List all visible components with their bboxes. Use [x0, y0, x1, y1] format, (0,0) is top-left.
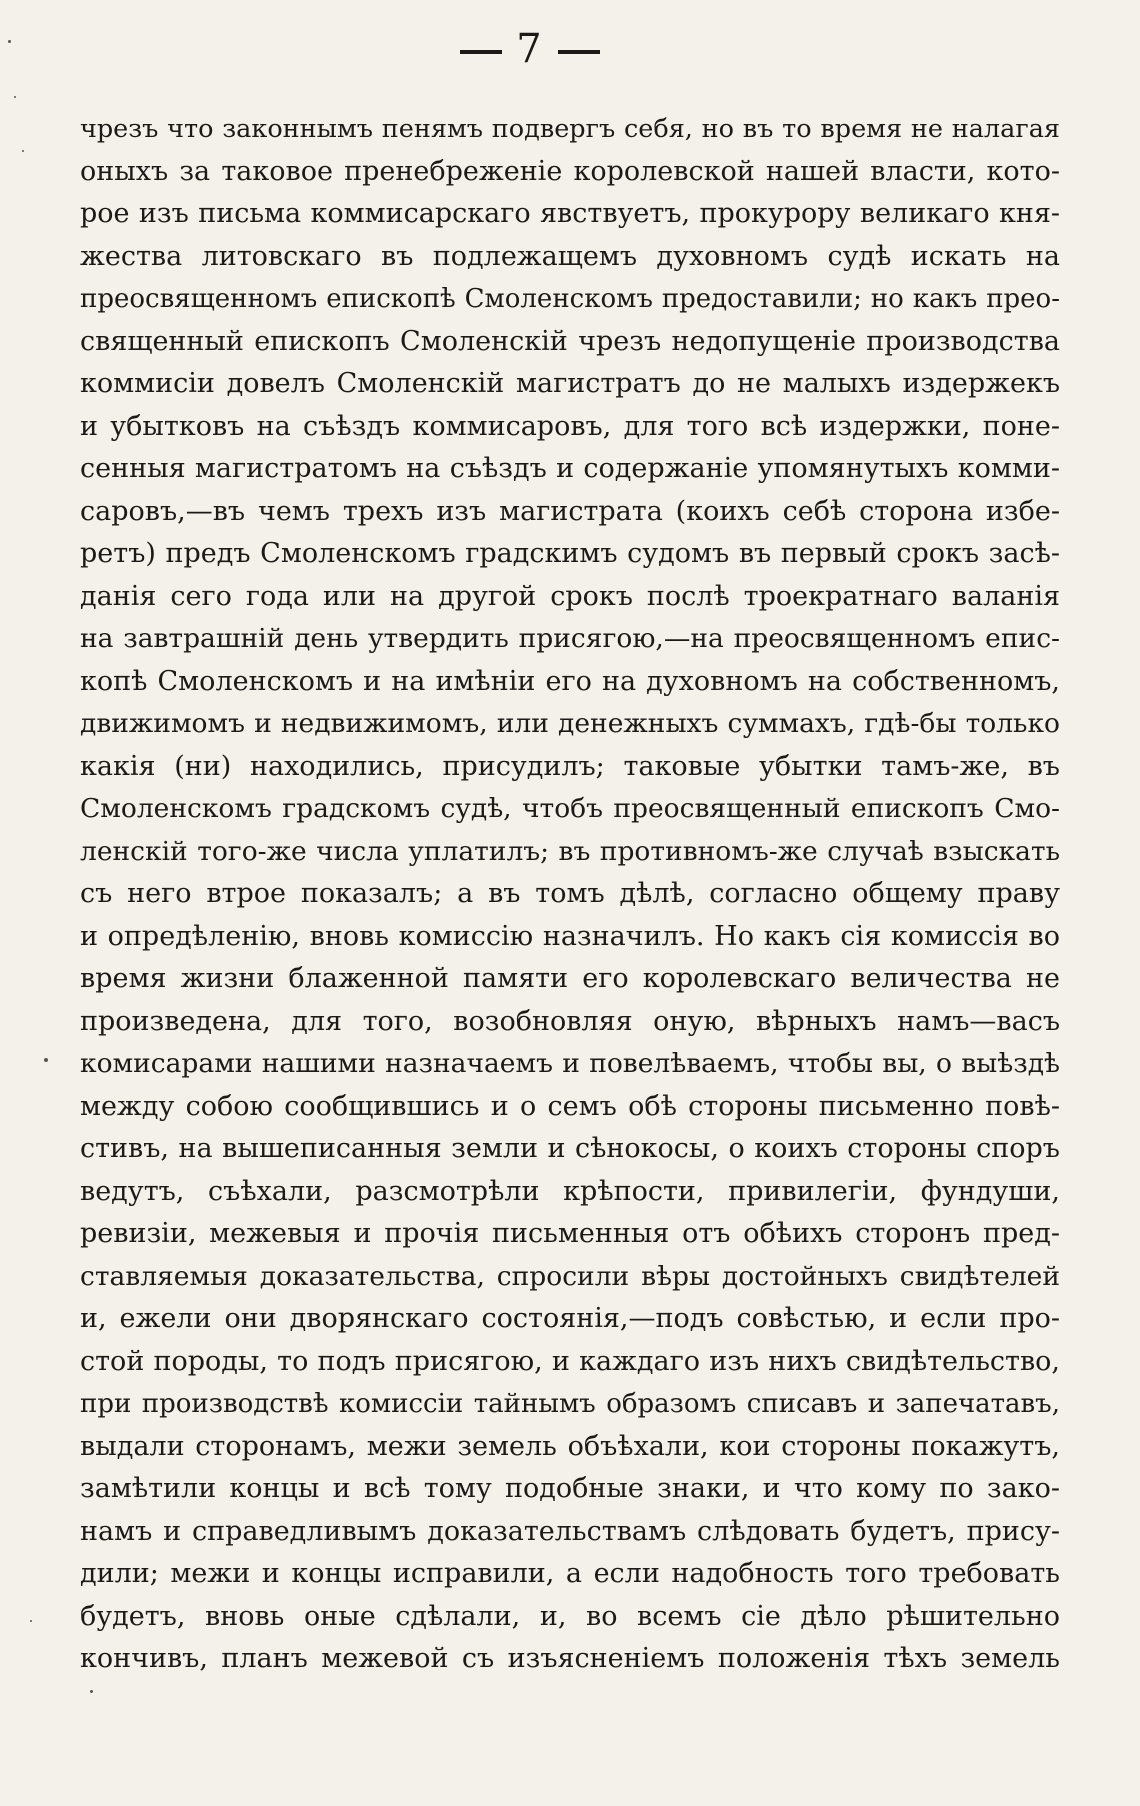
text-line: священный епископъ Смоленскій чрезъ недопущеніе производства	[80, 325, 1060, 357]
text-line: ленскій того-же числа уплатилъ; въ противномъ-же случаѣ взыскать	[80, 835, 1060, 867]
text-line: комисарами нашими назначаемъ и повелѣваемъ, чтобы вы, о выѣздѣ	[80, 1048, 1060, 1079]
text-line: время жизни блаженной памяти его королевскаго величества не	[80, 963, 1060, 994]
print-speck	[30, 1620, 32, 1622]
text-line: произведена, для того, возобновляя оную, вѣрныхъ намъ—васъ	[80, 1005, 1060, 1037]
text-line: и опредѣленію, вновь комиссію назначилъ. Но какъ сія комиссія во	[80, 920, 1060, 952]
text-line: ведутъ, съѣхали, разсмотрѣли крѣпости, привилегіи, фундуши,	[80, 1175, 1060, 1207]
text-line: ретъ) предъ Смоленскомъ градскимъ судомъ въ первый срокъ засѣ-	[80, 538, 1060, 569]
text-line: преосвященномъ епископѣ Смоленскомъ предоставили; но какъ прео-	[80, 284, 1060, 314]
text-line: саровъ,—въ чемъ трехъ изъ магистрата (коихъ себѣ сторона избе-	[80, 495, 1060, 527]
text-line: кончивъ, планъ межевой съ изъясненіемъ положенія тѣхъ земель	[80, 1643, 1060, 1674]
text-line: рое изъ письма коммисарскаго явствуетъ, прокурору великаго кня-	[80, 198, 1060, 229]
text-line: данія сего года или на другой срокъ послѣ троекратнаго валанія	[80, 580, 1060, 612]
text-line: съ него втрое показалъ; а въ томъ дѣлѣ, согласно общему праву	[80, 878, 1060, 909]
text-line: копѣ Смоленскомъ и на имѣніи его на духовномъ на собственномъ,	[80, 665, 1060, 697]
text-line: на завтрашній день утвердить присягою,—на преосвященномъ епис-	[80, 623, 1060, 654]
page-number-dash-right	[558, 50, 600, 54]
print-speck	[14, 96, 16, 98]
text-line: между собою сообщившись и о семъ обѣ стороны письменно повѣ-	[80, 1090, 1060, 1122]
text-line: жества литовскаго въ подлежащемъ духовномъ судѣ искать на	[80, 240, 1060, 272]
text-line: чрезъ что законнымъ пенямъ подвергъ себя, но въ то время не налагая	[80, 114, 1060, 144]
text-line: ревизіи, межевыя и прочія письменныя отъ обѣихъ сторонъ пред-	[80, 1218, 1060, 1249]
text-line: какія (ни) находились, присудилъ; таковые убытки тамъ-же, въ	[80, 750, 1060, 782]
text-line: выдали сторонамъ, межи земель объѣхали, кои стороны покажутъ,	[80, 1430, 1060, 1462]
text-line: будетъ, вновь оные сдѣлали, и, во всемъ сіе дѣло рѣшительно	[80, 1600, 1060, 1632]
print-speck	[44, 1058, 48, 1062]
text-line: Смоленскомъ градскомъ судѣ, чтобъ преосвященный епископъ Смо-	[80, 793, 1060, 824]
text-line: и, ежели они дворянскаго состоянія,—подъ совѣстью, и если про-	[80, 1303, 1060, 1334]
text-line: коммисіи довелъ Смоленскій магистратъ до не малыхъ издержекъ	[80, 368, 1060, 399]
print-speck	[90, 1690, 93, 1693]
print-speck	[8, 40, 11, 43]
page-number	[0, 26, 1060, 72]
text-line: и убытковъ на съѣздъ коммисаровъ, для того всѣ издержки, поне-	[80, 410, 1060, 442]
text-line: ставляемыя доказательства, спросили вѣры достойныхъ свидѣтелей	[80, 1260, 1060, 1292]
body-text	[80, 108, 1060, 1681]
text-line: движимомъ и недвижимомъ, или денежныхъ суммахъ, гдѣ-бы только	[80, 708, 1060, 739]
text-line: при производствѣ комиссіи тайнымъ образомъ списавъ и запечатавъ,	[80, 1389, 1060, 1419]
text-line: замѣтили концы и всѣ тому подобные знаки, и что кому по зако-	[80, 1473, 1060, 1504]
text-line: оныхъ за таковое пренебреженіе королевской нашей власти, кото-	[80, 155, 1060, 187]
page-number-value: 7	[516, 26, 544, 72]
text-line: намъ и справедливымъ доказательствамъ слѣдовать будетъ, прису-	[80, 1515, 1060, 1547]
text-line: стивъ, на вышеписанныя земли и сѣнокосы, о коихъ стороны споръ	[80, 1133, 1060, 1164]
page-number-dash-left	[460, 50, 502, 54]
text-line: сенныя магистратомъ на съѣздъ и содержаніе упомянутыхъ комми-	[80, 453, 1060, 484]
text-line: стой породы, то подъ присягою, и каждаго изъ нихъ свидѣтельство,	[80, 1345, 1060, 1377]
text-line: дили; межи и концы исправили, а если надобность того требовать	[80, 1558, 1060, 1589]
print-speck	[22, 150, 24, 152]
